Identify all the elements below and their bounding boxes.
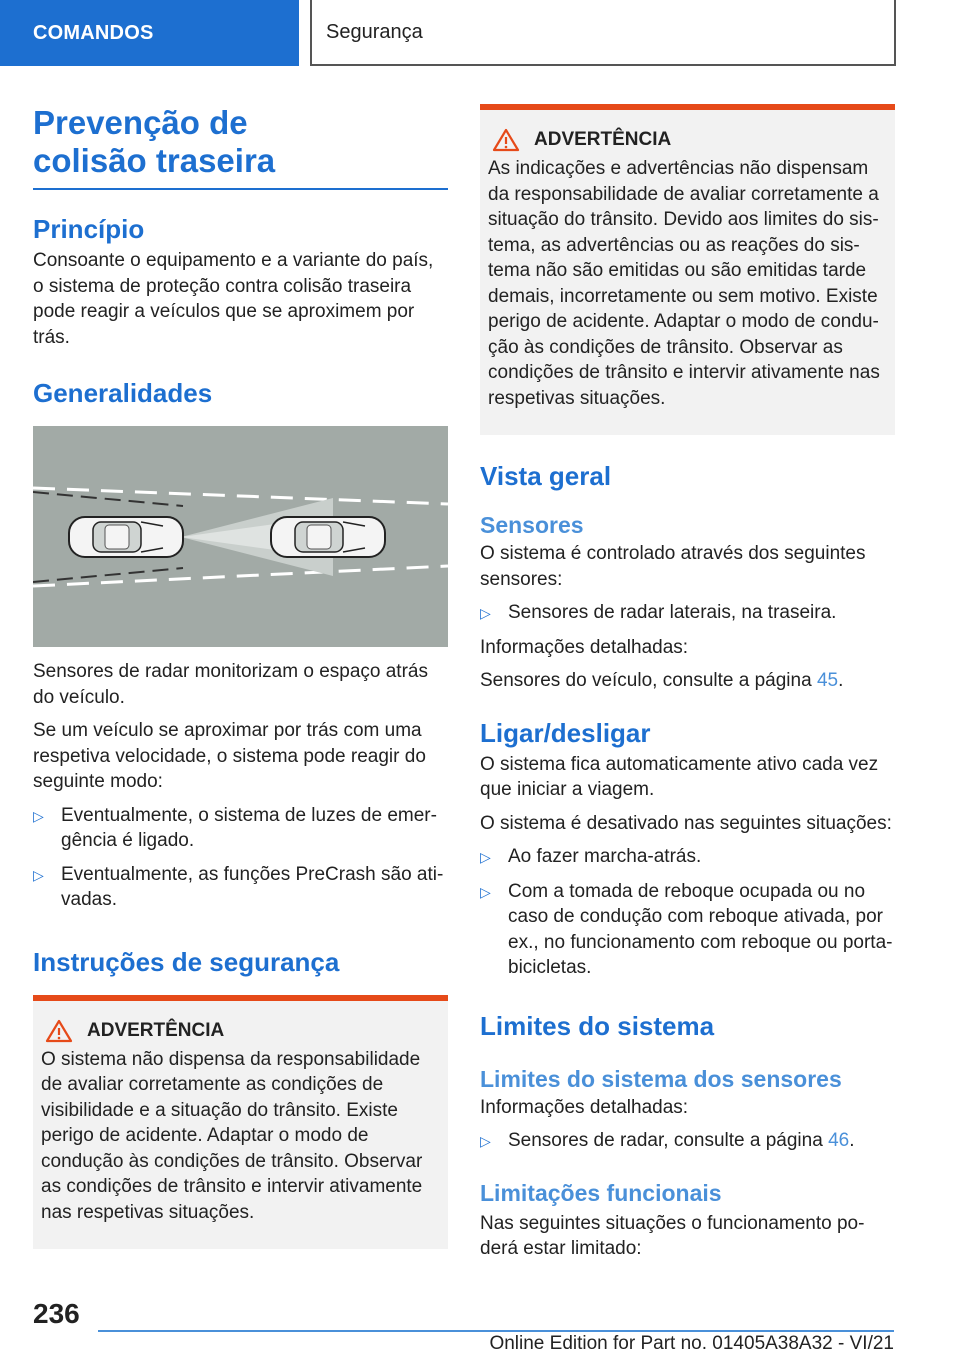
functional-limits-text: Nas seguintes situações o funcionamento poderá estar limitado: bbox=[480, 1212, 865, 1259]
warning-title-row bbox=[488, 128, 885, 152]
functional-limits-heading: Limitações funcionais bbox=[480, 1179, 722, 1206]
edition-note: Online Edition for Part no. 01405A38A32 - VI/21 bbox=[489, 1333, 894, 1354]
rear-radar-illustration bbox=[33, 426, 448, 647]
list-item-text: Eventualmente, o sistema de luzes de emergência é ligado. bbox=[61, 804, 437, 851]
list-item bbox=[480, 879, 895, 981]
onoff-heading: Ligar/desligar bbox=[480, 717, 651, 748]
sensor-limits-heading: Limites do sistema dos sensores bbox=[480, 1065, 842, 1092]
page-number: 236 bbox=[33, 1298, 80, 1329]
following-car-icon bbox=[69, 517, 183, 557]
list-item-text bbox=[508, 1128, 854, 1155]
ego-car-icon bbox=[271, 517, 385, 557]
safety-heading: Instruções de segurança bbox=[33, 946, 340, 977]
triangle-right-icon: ▷ bbox=[480, 1133, 491, 1149]
general-heading: Generalidades bbox=[33, 378, 213, 408]
reference-text: Sensores de radar, consulte a página bbox=[508, 1130, 829, 1151]
principle-text: Consoante o equipamento e a variante do país, o sistema de proteção contra colisão traseira pode reagir a veículos que se aproximem por trás. bbox=[33, 250, 434, 348]
list-item-text: Eventualmente, as funções PreCrash são ativadas. bbox=[61, 863, 444, 910]
onoff-text-2: O sistema é desativado nas seguintes situações: bbox=[480, 812, 892, 834]
sensors-heading: Sensores bbox=[480, 512, 584, 538]
section-label: Segurança bbox=[326, 20, 423, 43]
list-item bbox=[480, 1128, 895, 1155]
section-header bbox=[310, 0, 896, 66]
title-rule bbox=[33, 188, 448, 190]
onoff-text-1: O sistema fica automaticamente ativo cada vez que iniciar a viagem. bbox=[480, 753, 879, 800]
list-item bbox=[33, 862, 448, 913]
warning-text: O sistema não dispensa da responsabilidade de avaliar corretamente as condições de visibilidade e a situação do trânsito. Existe perigo de acidente. Adaptar o modo de condução às condições de trânsito. Observar as condições de trânsito e intervir ativamente nas respetivas situações. bbox=[41, 1048, 423, 1223]
warning-box bbox=[33, 995, 448, 1250]
triangle-right-icon: ▷ bbox=[33, 866, 44, 883]
triangle-right-icon: ▷ bbox=[33, 807, 44, 824]
page-link-46[interactable]: 46 bbox=[828, 1130, 850, 1151]
sensors-text: O sistema é controlado através dos seguintes sensores: bbox=[480, 543, 866, 590]
warning-triangle-icon bbox=[492, 128, 520, 152]
page-link-45[interactable]: 45 bbox=[816, 670, 839, 691]
warning-title: ADVERTÊNCIA bbox=[534, 129, 672, 150]
right-column bbox=[480, 104, 895, 1262]
warning-title: ADVERTÊNCIA bbox=[87, 1019, 225, 1041]
radar-coverage-diagram bbox=[33, 426, 448, 647]
limits-details-label: Informações detalhadas: bbox=[480, 1096, 689, 1118]
chapter-label: COMANDOS bbox=[33, 21, 154, 44]
triangle-right-icon: ▷ bbox=[480, 883, 491, 900]
triangle-right-icon: ▷ bbox=[480, 605, 491, 621]
details-label: Informações detalhadas: bbox=[480, 636, 689, 658]
list-item bbox=[480, 600, 895, 627]
reference-end: . bbox=[838, 670, 844, 691]
warning-box bbox=[480, 104, 895, 435]
list-item-text: Ao fazer marcha-atrás. bbox=[508, 846, 702, 867]
list-item-text: Com a tomada de reboque ocupada ou no caso de condução com reboque ativada, por ex., no funcionamento com reboque ou porta-bicicletas. bbox=[508, 880, 893, 978]
general-text: Se um veículo se aproximar por trás com uma respetiva velocidade, o sistema pode reagir do seguinte modo: bbox=[33, 720, 426, 792]
warning-triangle-icon bbox=[45, 1019, 73, 1043]
overview-heading: Vista geral bbox=[480, 461, 612, 491]
warning-text: As indicações e advertências não dispensam da responsabilidade de avaliar corretamente a situação do trânsito. Devido aos limites do sistema, as advertências ou as reações do sistema não são emitidas ou são emitidas tarde demais, incorretamente ou sem motivo. Existe perigo de acidente. Adaptar o modo de condução às condições de trânsito. Observar as condições de trânsito e intervir ativamente nas respetivas situações. bbox=[488, 158, 880, 409]
footer-rule bbox=[98, 1330, 894, 1332]
triangle-right-icon: ▷ bbox=[480, 849, 491, 865]
left-column bbox=[33, 104, 448, 1249]
chapter-tab[interactable] bbox=[0, 0, 299, 66]
list-item bbox=[33, 803, 448, 854]
details-reference bbox=[480, 668, 895, 694]
reference-text: Sensores do veículo, consulte a página bbox=[480, 670, 817, 691]
page-title: Prevenção de colisão traseira bbox=[33, 104, 276, 179]
limits-heading: Limites do sistema bbox=[480, 1010, 715, 1041]
list-item-text: Sensores de radar laterais, na traseira. bbox=[508, 602, 837, 623]
warning-title-row bbox=[41, 1019, 438, 1043]
figure-caption: Sensores de radar monitorizam o espaço atrás do veículo. bbox=[33, 661, 428, 708]
list-item bbox=[480, 844, 895, 871]
principle-heading: Princípio bbox=[33, 214, 145, 244]
reference-end: . bbox=[849, 1130, 855, 1151]
